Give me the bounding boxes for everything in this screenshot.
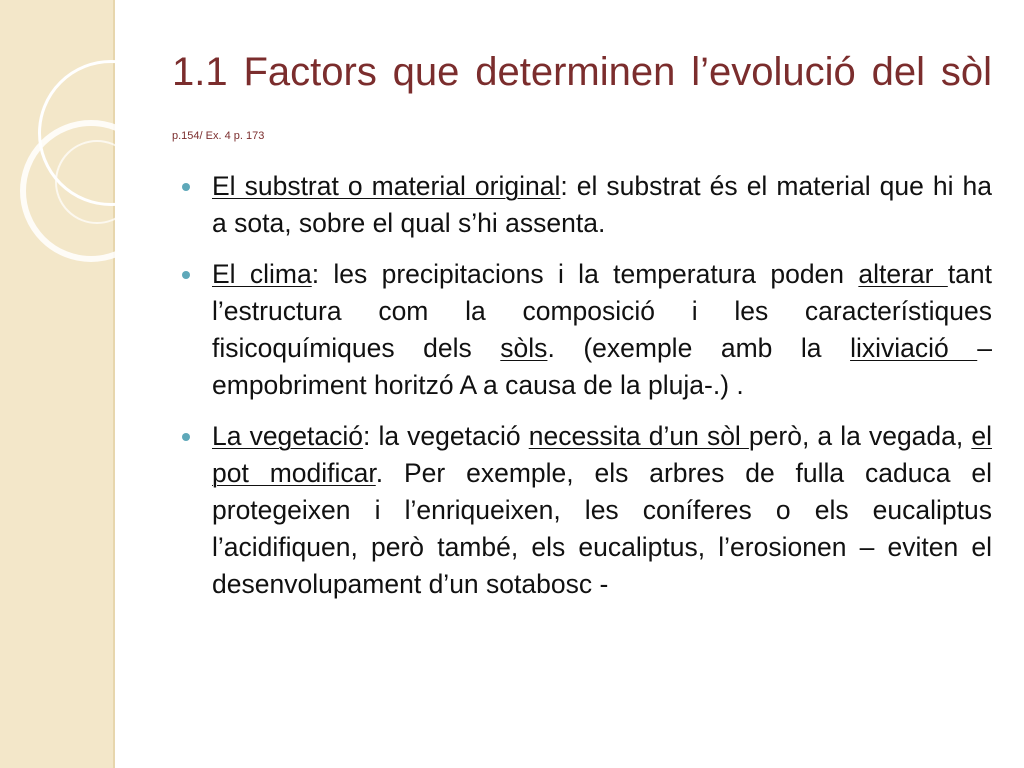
- bullet-term: El substrat o material original: [212, 171, 561, 201]
- bullet-term: La vegetació: [212, 421, 364, 451]
- title-last: sòl: [940, 50, 992, 94]
- side-decoration-band: [0, 0, 115, 768]
- bullet-icon: [182, 271, 190, 279]
- bullet-term: El clima: [212, 259, 312, 289]
- bullet-text: : la vegetació: [363, 421, 529, 451]
- bullet-text: tant l’estructura com la composició i les característiques fisicoquímiques dels: [212, 259, 993, 363]
- underlined-phrase: el pot modificar: [212, 421, 992, 488]
- bullet-icon: [182, 433, 190, 441]
- bullet-text: . Per exemple, els arbres de fulla caduca el protegeixen i l’enriqueixen, les coníferes o els eucaliptus l’acidifiquen, però també, els eucaliptus, l’erosionen – eviten el desenvolupament d’un sotabosc -: [212, 458, 992, 599]
- title-page-reference: p.154/ Ex. 4 p. 173: [172, 130, 265, 142]
- bullet-text: : les precipitacions i la temperatura poden: [311, 259, 859, 289]
- bullet-text: però, a la vegada,: [748, 421, 972, 451]
- bullet-text: . (exemple amb la: [547, 333, 851, 363]
- bullet-vegetacio: [180, 418, 992, 603]
- underlined-word: sòls: [500, 333, 548, 363]
- underlined-word: alterar: [858, 259, 948, 289]
- bullet-clima: [180, 256, 992, 404]
- underlined-phrase: necessita d’un sòl: [528, 421, 749, 451]
- title-main: 1.1 Factors que determinen l’evolució del: [172, 50, 925, 94]
- bullet-substrat: [180, 168, 992, 242]
- bullet-list: [180, 168, 992, 617]
- bullet-text: –empobriment horitzó A a causa de la pluja-.) .: [212, 333, 992, 400]
- underlined-word: lixiviació: [850, 333, 978, 363]
- bullet-text: : el substrat és el material que hi ha a sota, sobre el qual s’hi assenta.: [212, 171, 992, 238]
- slide-title: [172, 50, 992, 158]
- bullet-icon: [182, 183, 190, 191]
- decorative-circle: [55, 140, 139, 224]
